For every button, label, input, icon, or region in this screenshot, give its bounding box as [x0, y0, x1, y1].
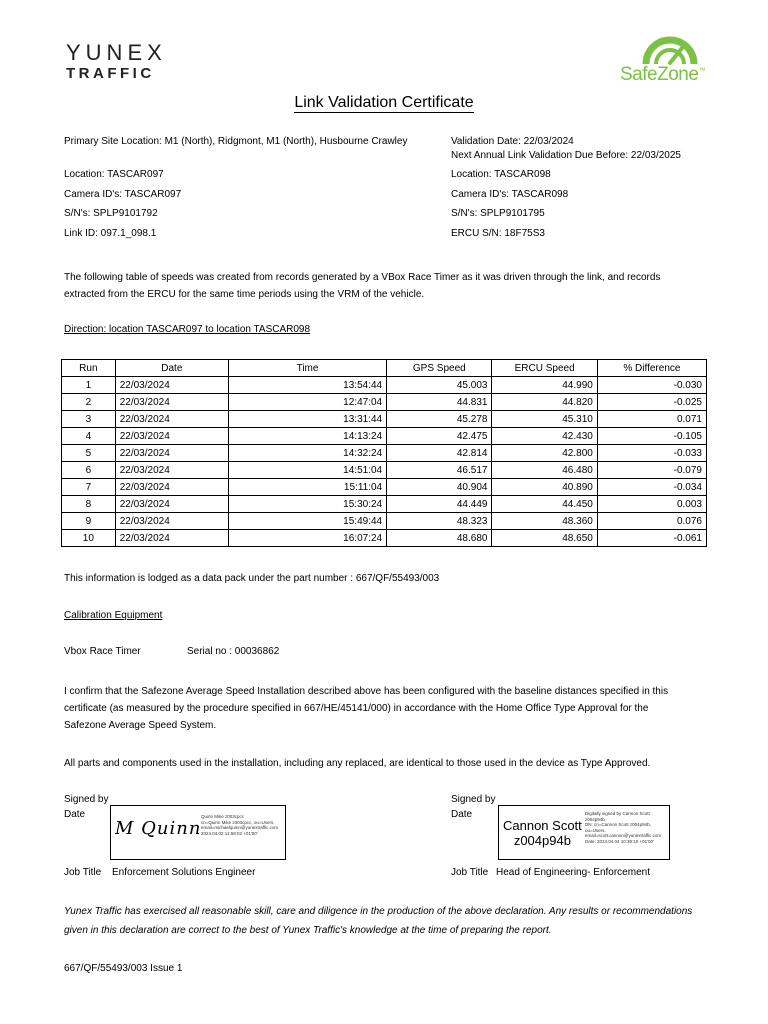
table-header-row	[62, 360, 707, 377]
direction-heading: Direction: location TASCAR097 to location TASCAR098	[64, 324, 311, 335]
table-row: 5 22/03/2024 14:32:24 42.814 42.800 -0.033	[62, 445, 707, 462]
calibration-device: Vbox Race Timer	[64, 646, 141, 657]
table-row: 3 22/03/2024 13:31:44 45.278 45.310 0.071	[62, 411, 707, 428]
right-location: Location: TASCAR098	[451, 169, 551, 180]
table-row: 7 22/03/2024 15:11:04 40.904 40.890 -0.034	[62, 479, 707, 496]
table-row: 10 22/03/2024 16:07:24 48.680 48.650 -0.061	[62, 530, 707, 547]
intro-paragraph: The following table of speeds was created from records generated by a VBox Race Timer as it was driven through the link, and records extracted from the ERCU for the same time periods using the VRM of the vehicle.	[64, 272, 661, 300]
digital-signature-name: Cannon Scott z004p94b	[503, 818, 582, 848]
trademark-symbol: ™	[698, 67, 705, 75]
brand-line-2: TRAFFIC	[66, 65, 155, 82]
speedometer-icon	[640, 36, 700, 66]
col-run: Run	[62, 360, 116, 377]
disclaimer: Yunex Traffic has exercised all reasonable skill, care and diligence in the production of the above declaration. Any results or recommendations given in this declaration are correct to the best of Yunex Traffic's knowledge at the time of preparing the report.	[64, 906, 693, 936]
table-row: 9 22/03/2024 15:49:44 48.323 48.360 0.076	[62, 513, 707, 530]
left-signed-by-label: Signed by	[64, 794, 109, 805]
yunex-traffic-logo	[66, 42, 167, 81]
confirmation-paragraph: I confirm that the Safezone Average Speed Installation described above has been configured with the baseline distances specified in this certificate (as measured by the procedure specified in 667/HE/45141/000) in accordance with the Home Office Type Approval for the Safezone Average Speed System.	[64, 686, 669, 731]
handwritten-signature: M Quinn	[115, 818, 202, 839]
safezone-wordmark: SafeZone	[620, 64, 699, 85]
link-id: Link ID: 097.1_098.1	[64, 228, 157, 239]
right-signature-box: Cannon Scott z004p94b Digitally signed by Cannon Scott z004p94b DN: cn=Cannon Scott z004p94b, ou=Users, email=scott.cannon@yunextraffic.com Date: 2024.04.04 10:39:10 +01'00'	[498, 805, 670, 860]
ercu-serial: ERCU S/N: 18F75S3	[451, 228, 545, 239]
col-gps-speed: GPS Speed	[387, 360, 492, 377]
right-job-title-label: Job Title	[451, 867, 489, 878]
primary-site: Primary Site Location: M1 (North), Ridgmont, M1 (North), Husbourne Crawley	[64, 136, 408, 147]
table-row: 8 22/03/2024 15:30:24 44.449 44.450 0.003	[62, 496, 707, 513]
data-pack-note: This information is lodged as a data pack under the part number : 667/QF/55493/003	[64, 573, 440, 584]
left-camera-id: Camera ID's: TASCAR097	[64, 189, 182, 200]
document-footer: 667/QF/55493/003 Issue 1	[64, 963, 183, 974]
col-date: Date	[115, 360, 228, 377]
right-signed-by-label: Signed by	[451, 794, 496, 805]
table-row: 2 22/03/2024 12:47:04 44.831 44.820 -0.025	[62, 394, 707, 411]
brand-line-1: YUNEX	[66, 40, 167, 65]
left-serial: S/N's: SPLP9101792	[64, 208, 158, 219]
col-time: Time	[228, 360, 386, 377]
parts-statement: All parts and components used in the installation, including any replaced, are identical to those used in the device as Type Approved.	[64, 758, 651, 769]
right-serial: S/N's: SPLP9101795	[451, 208, 545, 219]
table-row: 1 22/03/2024 13:54:44 45.003 44.990 -0.030	[62, 377, 707, 394]
calibration-serial: Serial no : 00036862	[187, 646, 280, 657]
right-camera-id: Camera ID's: TASCAR098	[451, 189, 569, 200]
table-row: 4 22/03/2024 14:13:24 42.475 42.430 -0.105	[62, 428, 707, 445]
table-row: 6 22/03/2024 14:51:04 46.517 46.480 -0.079	[62, 462, 707, 479]
left-date-label: Date	[64, 809, 86, 820]
left-job-title: Enforcement Solutions Engineer	[112, 867, 256, 878]
right-date-label: Date	[451, 809, 473, 820]
col-ercu-speed: ERCU Speed	[492, 360, 597, 377]
left-signature-box: M Quinn Quinn Mike z003cpcc cn=Quinn Mike z003cpcc, ou=Users, email=michaelquinn@yunextraffic.com 2024.04.02 11:58:02 +01'00'	[110, 805, 286, 860]
validation-date: Validation Date: 22/03/2024	[451, 136, 574, 147]
right-job-title: Head of Engineering- Enforcement	[496, 867, 650, 878]
safezone-logo	[618, 36, 718, 88]
left-location: Location: TASCAR097	[64, 169, 164, 180]
left-job-title-label: Job Title	[64, 867, 102, 878]
col-difference: % Difference	[597, 360, 706, 377]
calibration-heading: Calibration Equipment	[64, 610, 163, 621]
page-title: Link Validation Certificate	[294, 94, 474, 111]
next-validation-date: Next Annual Link Validation Due Before: 22/03/2025	[451, 150, 681, 161]
speed-table	[61, 359, 707, 547]
